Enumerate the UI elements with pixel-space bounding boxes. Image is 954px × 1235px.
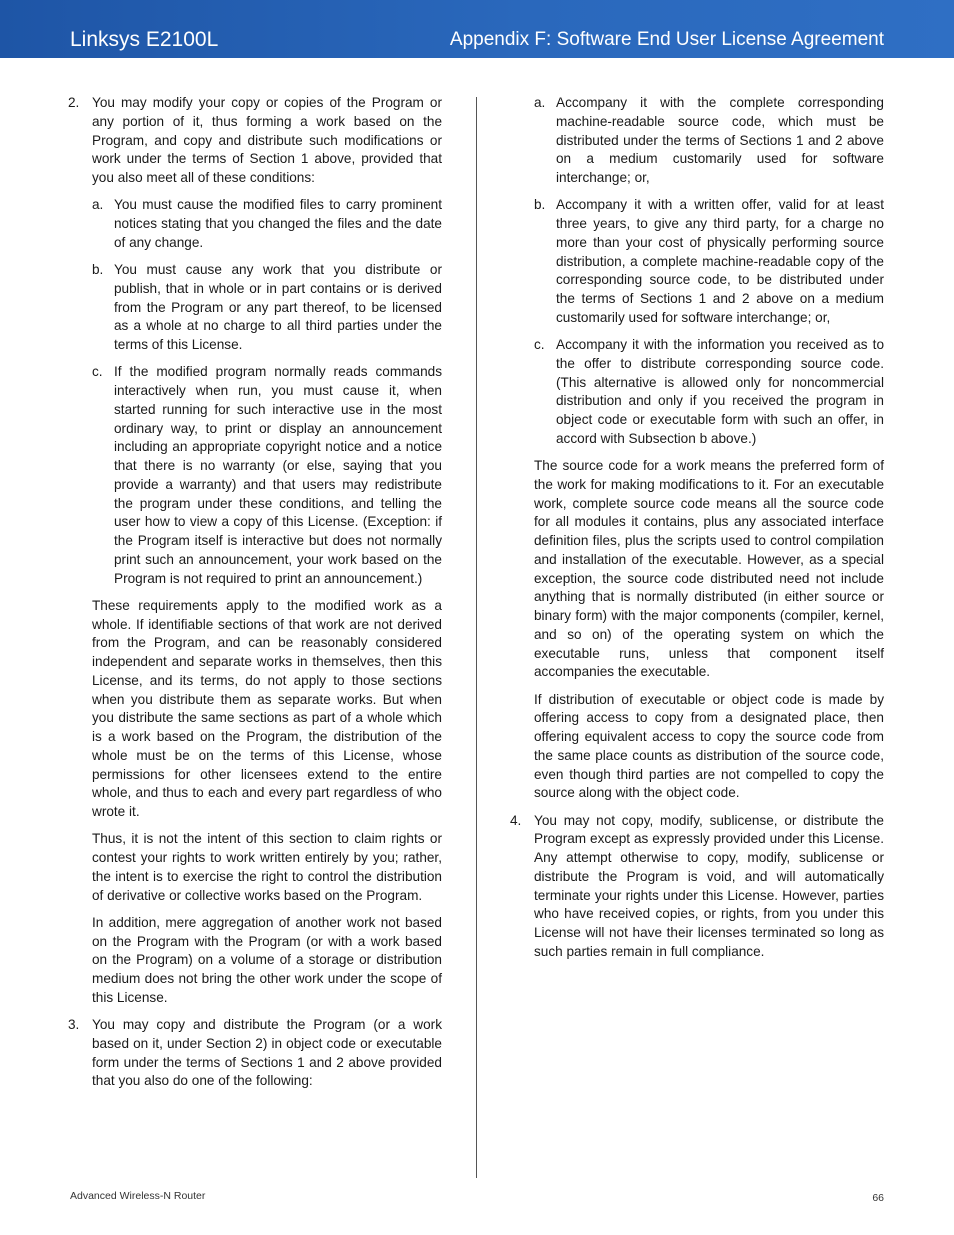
condition-b [92,261,442,355]
page-number: 66 [872,1192,884,1204]
paragraph: These requirements apply to the modified work as a whole. If identifiable sections of that work are not derived from the Program, and can be reasonably considered independent and separate works in themselves, then this License, and its terms, do not apply to those sections when you distribute them as separate works. But when you distribute the same sections as part of a whole which is a work based on the Program, the distribution of the whole must be on the terms of this License, whose permissions for other licensees extend to the entire whole, and thus to each and every part regardless of who wrote it. [92,597,442,819]
product-name: Linksys E2100L [70,28,219,51]
clause-2 [64,94,442,1008]
paragraph: Thus, it is not the intent of this section to claim rights or contest your rights to work written entirely by you; rather, the intent is to exercise the right to control the distribution of derivative or collective works based on the Program. [92,831,442,903]
clause-number: 2. [68,95,80,110]
clause-number: 3. [68,1017,80,1032]
condition-c [92,363,442,588]
option-letter: a. [534,95,546,110]
paragraph: If distribution of executable or object code is made by offering access to copy from a designated place, then offering equivalent access to copy the source code from the same place counts as distribution of the source code, even though third parties are not compelled to copy the source along with the object code. [534,691,884,801]
left-column [64,94,442,1100]
condition-text: You must cause any work that you distribute or publish, that in whole or in part contains or is derived from the Program or any part thereof, to be licensed as a whole at no charge to all third parties under the terms of this License. [114,262,442,352]
clause-4 [506,812,884,962]
clause-3 [64,1016,442,1091]
option-text: Accompany it with the information you received as to the offer to distribute corresponding source code. (This alternative is allowed only for noncommercial distribution and only if you received the program in object code or executable form with such an offer, in accord with Subsection b above.) [556,337,884,446]
option-a [534,94,884,188]
clause-3-options [506,94,884,803]
paragraph: The source code for a work means the preferred form of the work for making modifications to it. For an executable work, complete source code means all the source code for all modules it contains, plus any associated interface definition files, plus the scripts used to control compilation and installation of the executable. However, as a special exception, the source code distributed need not include anything that is normally distributed (in either source or binary form) with the major components (compiler, kernel, and so on) of the operating system on which the executable runs, unless that component itself accompanies the executable. [534,458,884,680]
option-c [534,336,884,449]
condition-letter: b. [92,262,104,277]
condition-text: If the modified program normally reads commands interactively when run, you must cause it, when started running for such interactive use in the most ordinary way, to print or display an announcement including an appropriate copyright notice and a notice that there is no warranty (or else, saying that you provide a warranty) and that users may redistribute the program under these conditions, and telling the user how to view a copy of this License. (Exception: if the Program itself is interactive but does not normally print such an announcement, your work based on the Program is not required to print an announcement.) [114,364,442,586]
page-header [0,0,954,58]
section-title: Appendix F: Software End User License Agreement [449,29,884,50]
right-column [506,94,884,970]
condition-text: You must cause the modified files to carry prominent notices stating that you changed the files and the date of any change. [114,197,442,250]
option-text: Accompany it with a written offer, valid for at least three years, to give any third party, for a charge no more than your cost of physically performing source distribution, a complete machine-readable copy of the corresponding source code, to be distributed under the terms of Sections 1 and 2 above on a medium customarily used for software interchange; or, [556,197,884,325]
option-text: Accompany it with the complete corresponding machine-readable source code, which must be distributed under the terms of Sections 1 and 2 above on a medium customarily used for software interchange; or, [556,95,884,185]
column-divider [476,97,477,1178]
condition-a [92,196,442,252]
option-b [534,196,884,327]
clause-text: You may copy and distribute the Program (or a work based on it, under Section 2) in object code or executable form under the terms of Sections 1 and 2 above provided that you also do one of the following: [92,1017,442,1089]
option-letter: b. [534,197,546,213]
condition-letter: a. [92,197,104,213]
clause-text: You may modify your copy or copies of the Program or any portion of it, thus forming a work based on the Program, and copy and distribute such modifications or work under the terms of Section 1 above, provided that you also meet all of these conditions: [92,95,442,185]
clause-text: You may not copy, modify, sublicense, or distribute the Program except as expressly provided under this License. Any attempt otherwise to copy, modify, sublicense or distribute the Program is void, and will automatically terminate your rights under this License. However, parties who have received copies, or rights, from you under this License will not have their licenses terminated so long as such parties remain in full compliance. [534,812,884,959]
footer-product: Advanced Wireless-N Router [70,1190,206,1202]
condition-letter: c. [92,364,103,380]
paragraph: In addition, mere aggregation of another work not based on the Program with the Program (or with a work based on the Program) on a volume of a storage or distribution medium does not bring the other work under the scope of this License. [92,914,442,1005]
clause-number: 4. [510,812,522,828]
option-letter: c. [534,337,545,352]
